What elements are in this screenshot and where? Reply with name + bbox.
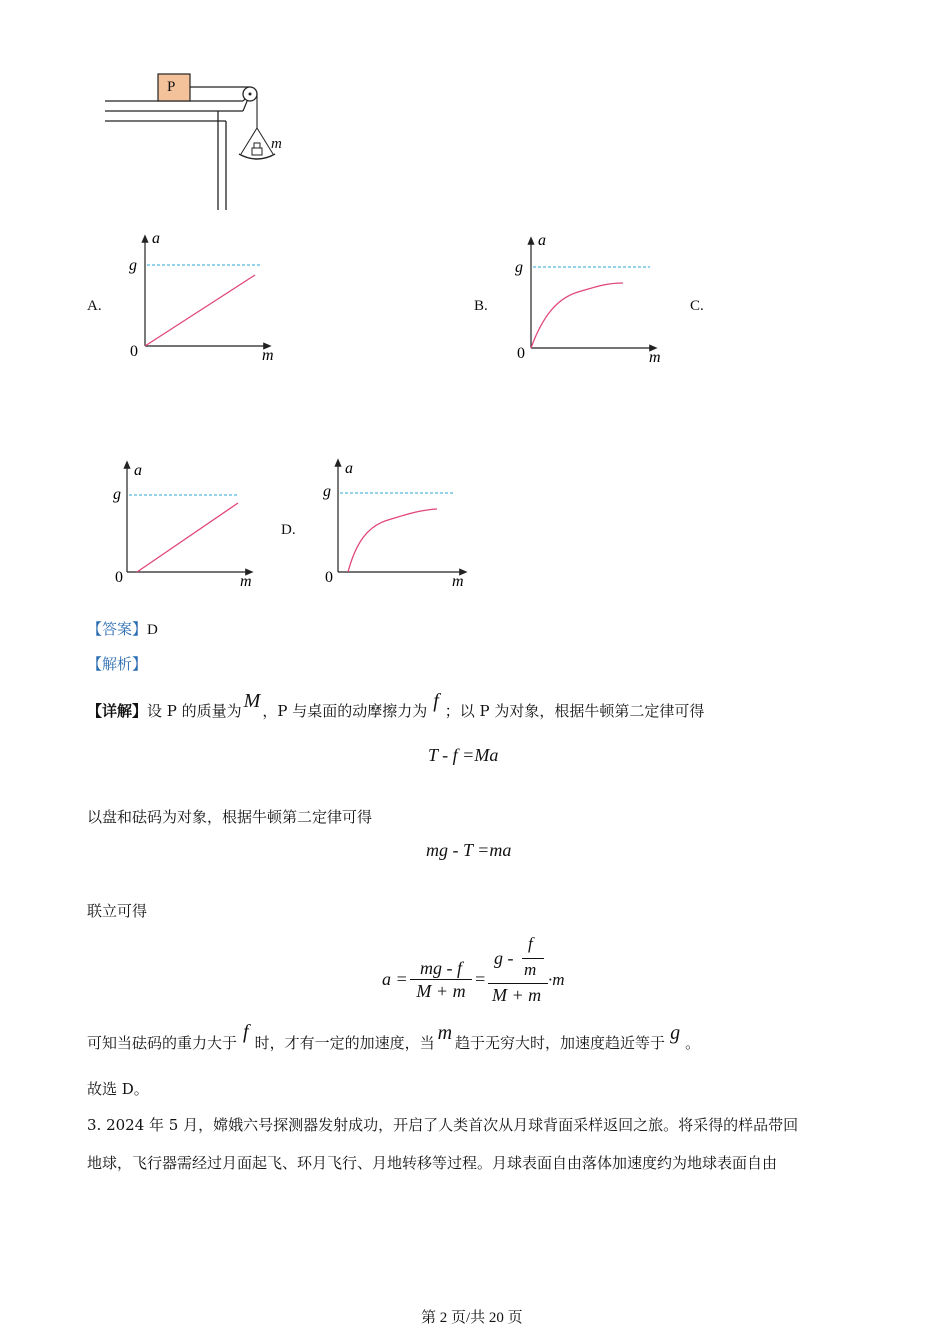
y-axis-label: a — [345, 460, 353, 477]
eq3-fraction-2 — [488, 932, 548, 1012]
question-3-line-1: 3. 2024 年 5 月，嫦娥六号探测器发射成功，开启了人类首次从月球背面采样返回之旅。将采得的样品带回 — [87, 1116, 799, 1134]
eq3-equals: = — [474, 969, 487, 989]
answer-label: 【答案】 — [87, 620, 148, 638]
detail-label: 【详解】 — [87, 702, 148, 720]
equation-2: mg - T =ma — [426, 840, 512, 860]
text-line-3: 联立可得 — [87, 902, 148, 920]
block-label: P — [167, 79, 176, 95]
g-label: g — [129, 257, 137, 274]
option-d-label: D. — [281, 522, 296, 538]
detail-text-3: ；以 P 为对象，根据牛顿第二定律可得 — [444, 702, 705, 720]
symbol-M: M — [243, 690, 261, 712]
x-axis-label: m — [649, 349, 661, 366]
eq3-inner-den: m — [524, 960, 537, 979]
page-footer: 第 2 页/共 20 页 — [421, 1310, 523, 1326]
apparatus-figure — [100, 70, 300, 215]
option-c-label: C. — [690, 298, 704, 314]
equation-3 — [380, 932, 600, 1012]
eq3-frac2-denominator: M + m — [492, 985, 542, 1005]
graph-b — [508, 230, 678, 370]
origin-label: 0 — [115, 569, 123, 586]
eq3-tail: ·m — [548, 970, 565, 989]
y-axis-label: a — [152, 230, 160, 247]
conclusion-g: g — [670, 1022, 681, 1044]
g-label: g — [515, 259, 523, 276]
g-label: g — [323, 483, 331, 500]
y-axis-label: a — [134, 462, 142, 479]
analysis-label-text: 【解析】 — [87, 655, 148, 673]
symbol-f: f — [433, 690, 439, 712]
graph-a — [120, 228, 290, 368]
origin-label: 0 — [130, 343, 138, 360]
eq3-frac2-num-a: g - — [494, 948, 514, 968]
x-axis-label: m — [452, 573, 464, 590]
y-axis-label: a — [538, 232, 546, 249]
eq3-frac1-denominator: M + m — [416, 981, 466, 1001]
conclusion-line — [87, 1021, 701, 1053]
curve — [145, 275, 255, 346]
conclusion-text-1: 可知当砝码的重力大于 — [87, 1034, 238, 1052]
origin-label: 0 — [517, 345, 525, 362]
detail-text-2: ，P 与桌面的动摩擦力为 — [262, 702, 428, 720]
conclusion-f: f — [243, 1021, 249, 1043]
detail-text-1: 设 P 的质量为 — [147, 702, 242, 720]
conclusion-text-2: 时，才有一定的加速度，当 — [254, 1034, 435, 1052]
eq3-frac2-bar — [488, 983, 548, 984]
graph-c — [104, 456, 274, 596]
x-axis-label: m — [262, 347, 274, 364]
eq3-fraction-1 — [410, 957, 472, 1002]
detail-line — [87, 690, 705, 721]
text-line-2: 以盘和砝码为对象，根据牛顿第二定律可得 — [87, 808, 373, 826]
question-3-line-2: 地球，飞行器需经过月面起飞、环月飞行、月地转移等过程。月球表面自由落体加速度约为地球表面自由 — [87, 1154, 778, 1172]
analysis-label — [87, 654, 147, 674]
eq3-inner-num: f — [528, 934, 533, 953]
curve — [531, 283, 623, 348]
option-a-label: A. — [87, 298, 102, 314]
eq3-frac1-numerator: mg - f — [420, 958, 462, 978]
option-b-label: B. — [474, 298, 488, 314]
g-label: g — [113, 486, 121, 503]
answer-value: D — [147, 622, 158, 638]
curve — [137, 503, 238, 572]
graph-d — [318, 454, 488, 594]
origin-label: 0 — [325, 569, 333, 586]
eq3-lhs: a = — [382, 969, 408, 989]
curve — [348, 509, 437, 572]
mass-label: m — [271, 136, 282, 152]
conclusion-text-3: 趋于无穷大时，加速度趋近等于 — [455, 1034, 666, 1052]
x-axis-label: m — [240, 573, 252, 590]
conclusion-m: m — [437, 1022, 453, 1044]
choose-line: 故选 D。 — [87, 1080, 149, 1098]
equation-1: T - f =Ma — [428, 745, 499, 765]
eq3-inner-bar — [522, 958, 544, 959]
answer-line — [87, 619, 158, 640]
conclusion-text-4: 。 — [685, 1034, 701, 1052]
